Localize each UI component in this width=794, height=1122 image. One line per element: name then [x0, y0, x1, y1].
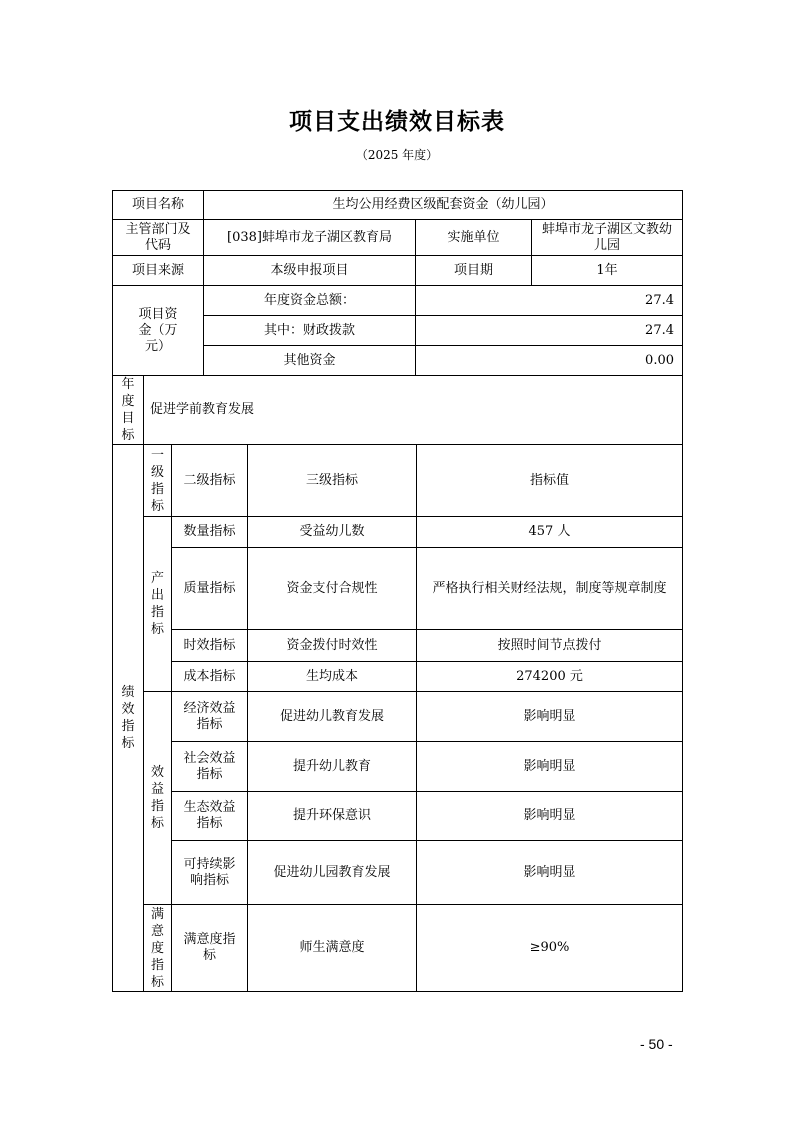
project-name-value: 生均公用经费区级配套资金（幼儿园） — [203, 190, 683, 220]
level2-cell: 社会效益指标 — [171, 741, 248, 792]
level3-cell: 促进幼儿园教育发展 — [247, 840, 417, 905]
level3-cell: 提升环保意识 — [247, 791, 417, 841]
value-cell: 影响明显 — [416, 691, 683, 742]
annual-goal-label: 年度目标 — [112, 375, 144, 445]
value-cell: 影响明显 — [416, 791, 683, 841]
level3-cell: 受益幼儿数 — [247, 516, 417, 548]
page-title: 项目支出绩效目标表 — [289, 108, 505, 135]
period-value: 1年 — [531, 255, 683, 286]
funds-other-label: 其他资金 — [203, 345, 416, 376]
funds-fiscal-value: 27.4 — [415, 315, 683, 346]
level2-cell: 时效指标 — [171, 629, 248, 662]
level2-cell: 经济效益指标 — [171, 691, 248, 742]
dept-label: 主管部门及代码 — [112, 219, 204, 256]
header-level1: 一级指标 — [143, 444, 172, 517]
level2-cell: 可持续影响指标 — [171, 840, 248, 905]
level3-cell: 促进幼儿教育发展 — [247, 691, 417, 742]
source-label: 项目来源 — [112, 255, 204, 286]
value-cell: 影响明显 — [416, 741, 683, 792]
level3-cell: 师生满意度 — [247, 904, 417, 992]
value-cell: 影响明显 — [416, 840, 683, 905]
level3-cell: 生均成本 — [247, 661, 417, 692]
funds-total-label: 年度资金总额： — [203, 285, 416, 316]
value-cell: 按照时间节点拨付 — [416, 629, 683, 662]
level3-cell: 提升幼儿教育 — [247, 741, 417, 792]
group-output-label: 产出指标 — [143, 516, 172, 692]
page-number: - 50 - — [640, 1036, 673, 1052]
funds-fiscal-label: 其中：财政拨款 — [203, 315, 416, 346]
header-level2: 二级指标 — [171, 444, 248, 517]
dept-value: [038]蚌埠市龙子湖区教育局 — [203, 219, 416, 256]
group-satisfaction-label: 满意度指标 — [143, 904, 172, 992]
value-cell: 274200 元 — [416, 661, 683, 692]
annual-goal-text: 促进学前教育发展 — [143, 375, 683, 445]
project-name-label: 项目名称 — [112, 190, 204, 220]
header-value: 指标值 — [416, 444, 683, 517]
period-label: 项目期 — [415, 255, 532, 286]
level2-cell: 满意度指标 — [171, 904, 248, 992]
level2-cell: 质量指标 — [171, 547, 248, 630]
value-cell: 457 人 — [416, 516, 683, 548]
level2-cell: 成本指标 — [171, 661, 248, 692]
funds-total-value: 27.4 — [415, 285, 683, 316]
source-value: 本级申报项目 — [203, 255, 416, 286]
level3-cell: 资金拨付时效性 — [247, 629, 417, 662]
funds-label: 项目资金（万元） — [112, 285, 204, 376]
page-subtitle: （2025 年度） — [355, 148, 439, 162]
impl-value: 蚌埠市龙子湖区文教幼儿园 — [531, 219, 683, 256]
group-benefit-label: 效益指标 — [143, 691, 172, 905]
level3-cell: 资金支付合规性 — [247, 547, 417, 630]
level2-cell: 生态效益指标 — [171, 791, 248, 841]
impl-label: 实施单位 — [415, 219, 532, 256]
value-cell: 严格执行相关财经法规，制度等规章制度 — [416, 547, 683, 630]
performance-label: 绩效指标 — [112, 444, 144, 992]
value-cell: ≥90% — [416, 904, 683, 992]
header-level3: 三级指标 — [247, 444, 417, 517]
funds-other-value: 0.00 — [415, 345, 683, 376]
level2-cell: 数量指标 — [171, 516, 248, 548]
